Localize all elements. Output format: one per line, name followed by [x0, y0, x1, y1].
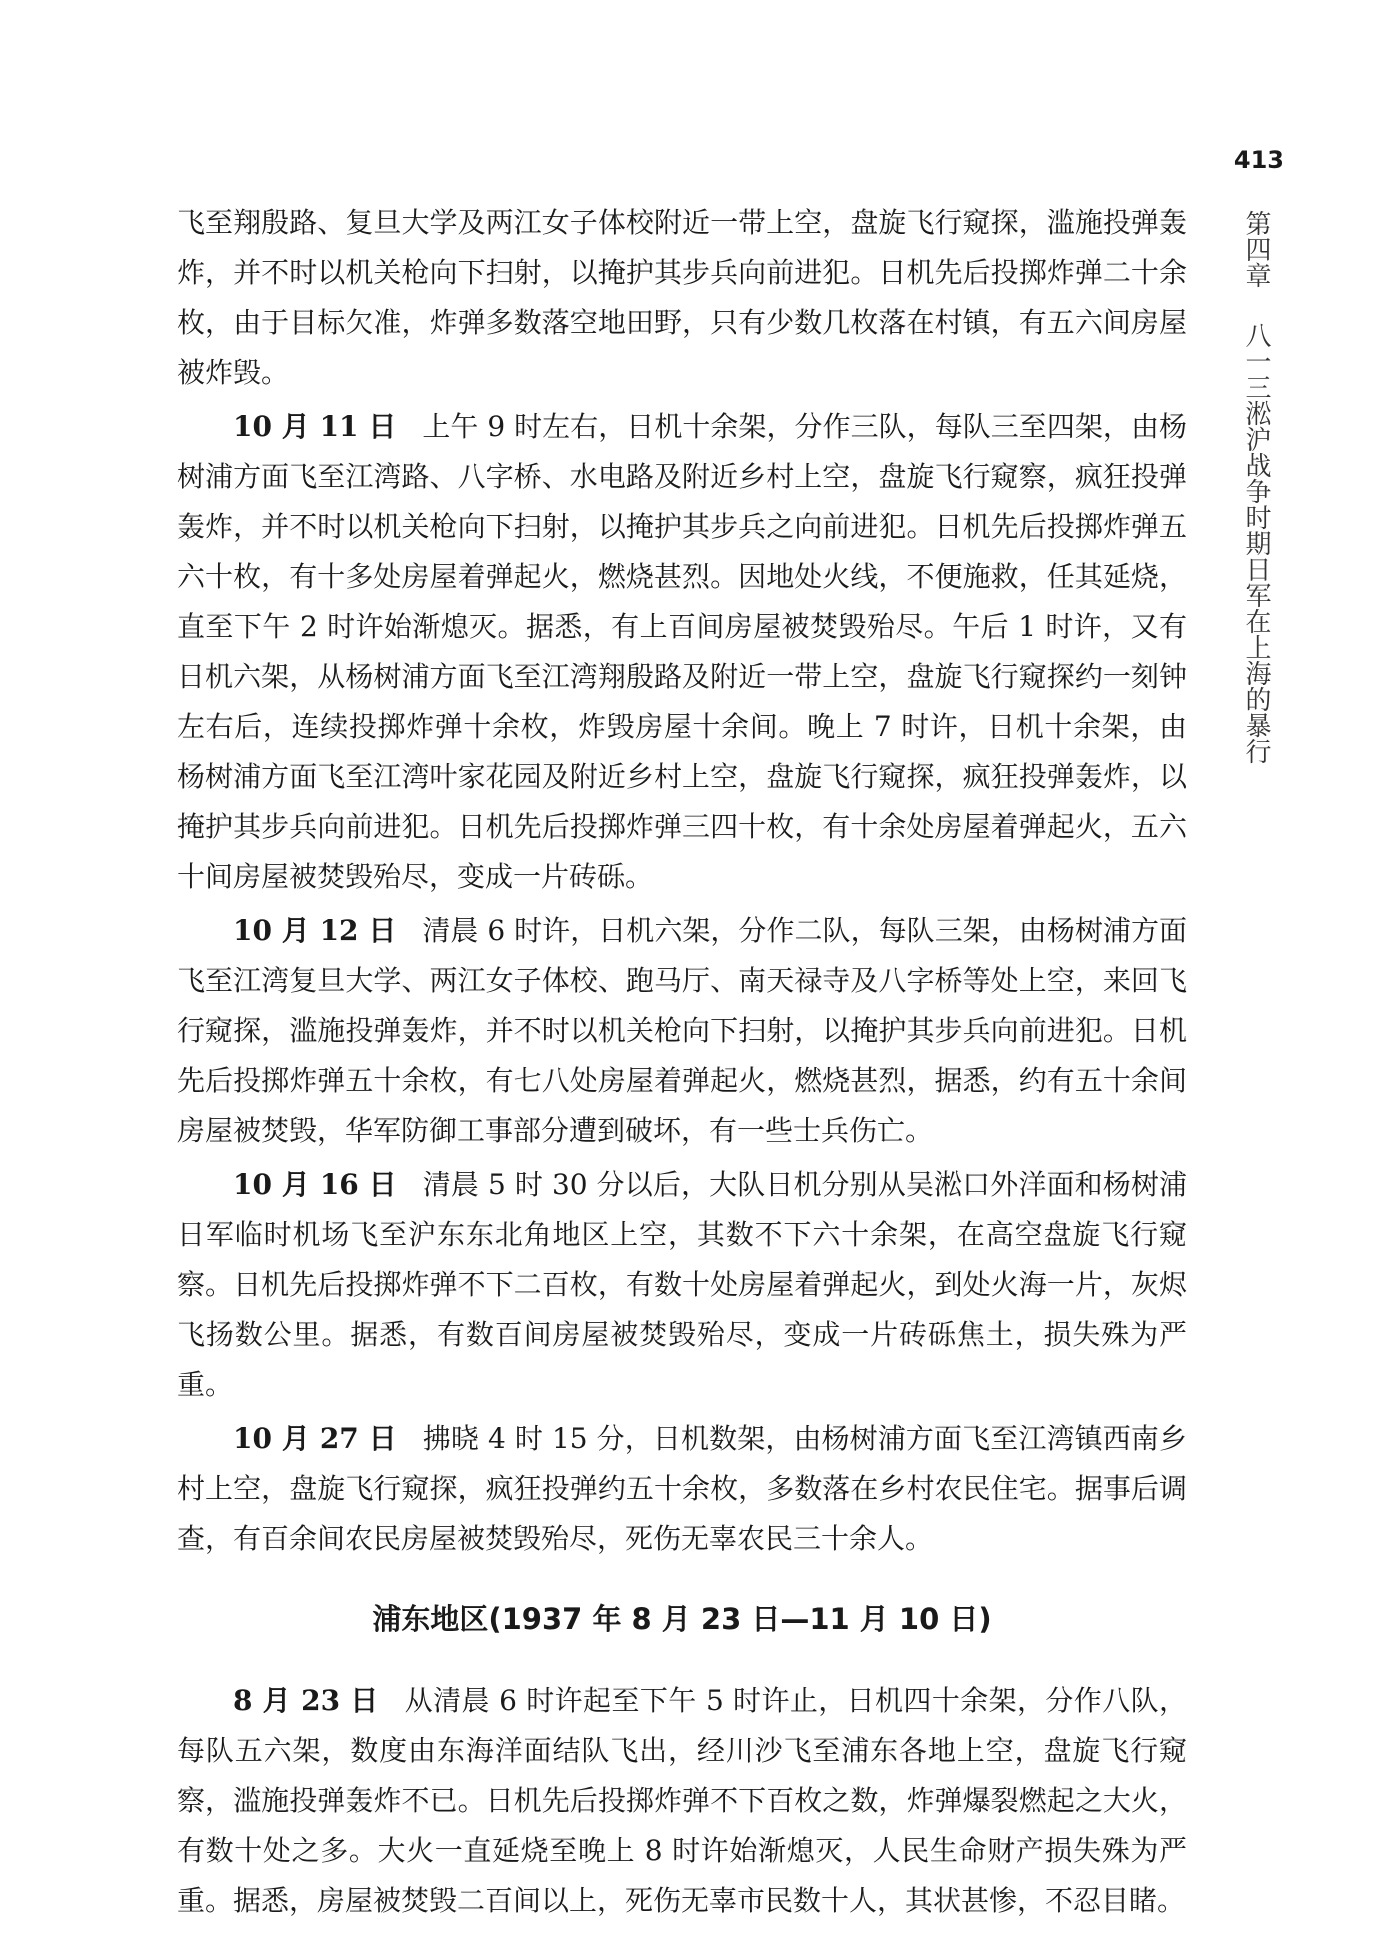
entry-text: 拂晓 4 时 15 分，日机数架，由杨树浦方面飞至江湾镇西南乡村上空，盘旋飞行窥探，疯狂投弹约五十余枚，多数落在乡村农民住宅。据事后调查，有百余间农民房屋被焚毁殆尽，死伤无辜农民三十余人。 — [177, 1422, 1187, 1555]
paragraph-continued — [177, 198, 1187, 398]
running-header-title: 八一三淞沪战争时期日军在上海的暴行 — [1241, 322, 1271, 764]
entry-oct-12 — [177, 906, 1187, 1156]
section-heading: 浦东地区(1937 年 8 月 23 日—11 月 10 日) — [372, 1602, 992, 1636]
entry-text: 清晨 5 时 30 分以后，大队日机分别从吴淞口外洋面和杨树浦日军临时机场飞至沪东东北角地区上空，其数不下六十余架，在高空盘旋飞行窥察。日机先后投掷炸弹不下二百枚，有数十处房屋着弹起火，到处火海一片，灰烬飞扬数公里。据悉，有数百间房屋被焚毁殆尽，变成一片砖砾焦土，损失殊为严重。 — [177, 1168, 1187, 1401]
entry-text: 从清晨 6 时许起至下午 5 时许止，日机四十余架，分作八队，每队五六架，数度由东海洋面结队飞出，经川沙飞至浦东各地上空，盘旋飞行窥察，滥施投弹轰炸不已。日机先后投掷炸弹不下百枚之数，炸弹爆裂燃起之大火，有数十处之多。大火一直延烧至晚上 8 时许始渐熄灭，人民生命财产损失殊为严重。据悉，房屋被焚毁二百间以上，死伤无辜市民数十人，其状甚惨，不忍目睹。 — [177, 1684, 1187, 1917]
running-header-chapter: 第四章 — [1241, 210, 1271, 288]
running-header — [1234, 210, 1278, 764]
entry-date: 10 月 16 日 — [233, 1168, 397, 1201]
page-number: 413 — [1233, 146, 1284, 174]
paragraph-text: 飞至翔殷路、复旦大学及两江女子体校附近一带上空，盘旋飞行窥探，滥施投弹轰炸，并不时以机关枪向下扫射，以掩护其步兵向前进犯。日机先后投掷炸弹二十余枚，由于目标欠准，炸弹多数落空地田野，只有少数几枚落在村镇，有五六间房屋被炸毁。 — [177, 206, 1187, 389]
entry-oct-27 — [177, 1414, 1187, 1564]
entry-date: 8 月 23 日 — [233, 1684, 379, 1717]
entry-text: 上午 9 时左右，日机十余架，分作三队，每队三至四架，由杨树浦方面飞至江湾路、八字桥、水电路及附近乡村上空，盘旋飞行窥察，疯狂投弹轰炸，并不时以机关枪向下扫射，以掩护其步兵之向前进犯。日机先后投掷炸弹五六十枚，有十多处房屋着弹起火，燃烧甚烈。因地处火线，不便施救，任其延烧，直至下午 2 时许始渐熄灭。据悉，有上百间房屋被焚毁殆尽。午后 1 时许，又有日机六架，从杨树浦方面飞至江湾翔殷路及附近一带上空，盘旋飞行窥探约一刻钟左右后，连续投掷炸弹十余枚，炸毁房屋十余间。晚上 7 时许，日机十余架，由杨树浦方面飞至江湾叶家花园及附近乡村上空，盘旋飞行窥探，疯狂投弹轰炸，以掩护其步兵向前进犯。日机先后投掷炸弹三四十枚，有十余处房屋着弹起火，五六十间房屋被焚毁殆尽，变成一片砖砾。 — [177, 410, 1187, 893]
main-text — [177, 198, 1187, 1926]
entry-aug-23 — [177, 1676, 1187, 1926]
entry-oct-16 — [177, 1160, 1187, 1410]
entry-oct-11 — [177, 402, 1187, 902]
entry-text: 清晨 6 时许，日机六架，分作二队，每队三架，由杨树浦方面飞至江湾复旦大学、两江女子体校、跑马厅、南天禄寺及八字桥等处上空，来回飞行窥探，滥施投弹轰炸，并不时以机关枪向下扫射，以掩护其步兵向前进犯。日机先后投掷炸弹五十余枚，有七八处房屋着弹起火，燃烧甚烈，据悉，约有五十余间房屋被焚毁，华军防御工事部分遭到破坏，有一些士兵伤亡。 — [177, 914, 1187, 1147]
entry-date: 10 月 11 日 — [233, 410, 397, 443]
entry-date: 10 月 27 日 — [233, 1422, 397, 1455]
entry-date: 10 月 12 日 — [233, 914, 397, 947]
